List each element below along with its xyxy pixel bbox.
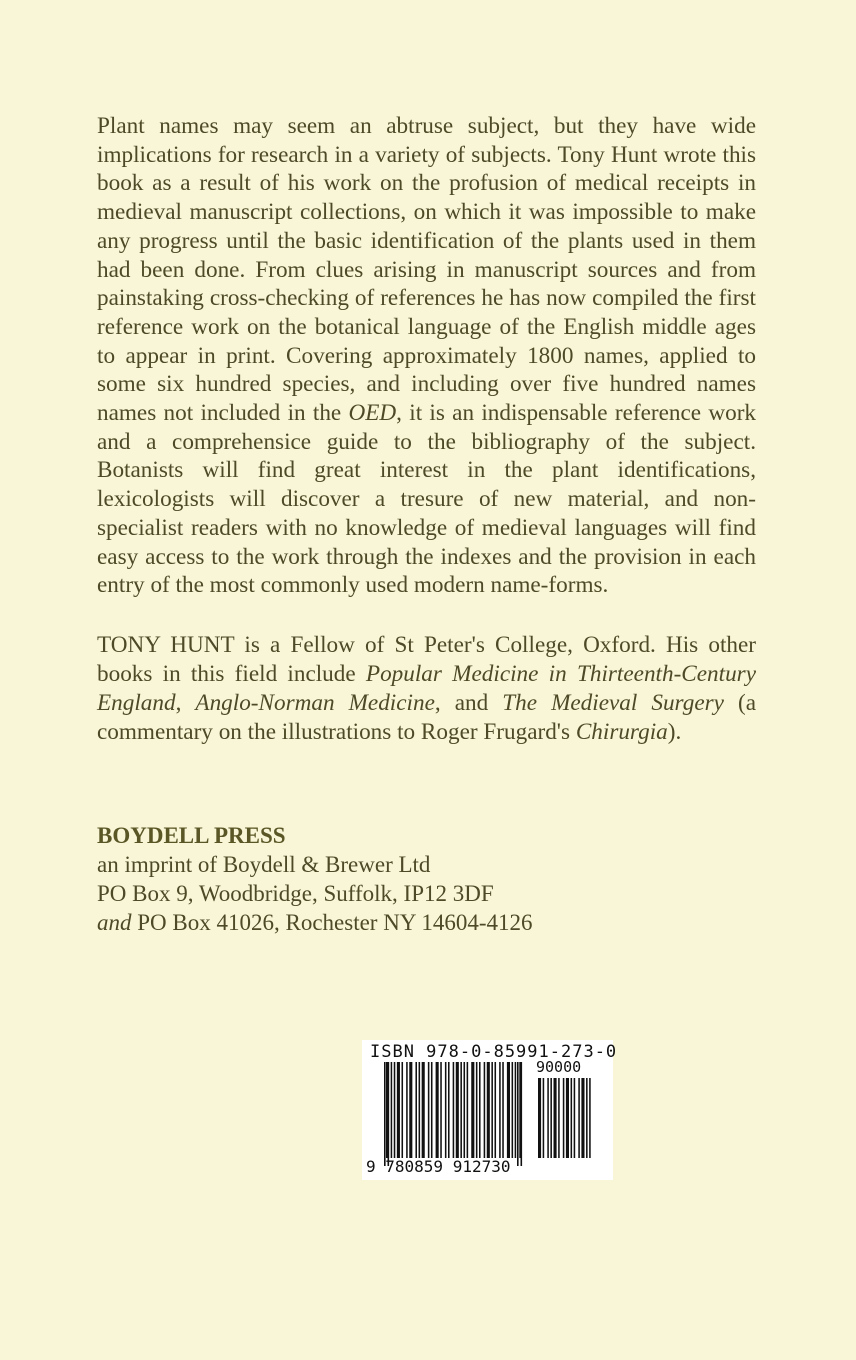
book-title-chirurgia: Chirurgia	[575, 718, 668, 745]
addon-bar-13	[589, 1078, 591, 1158]
barcode-bar-16	[453, 1062, 455, 1158]
book-description	[97, 112, 756, 600]
barcode-bar-14	[445, 1062, 447, 1158]
publisher-block	[97, 822, 617, 938]
barcode-digits: 9 780859 912730	[366, 1157, 511, 1176]
book-description-text-2: , it is an indispensable reference work and a comprehensice guide to the bibliography of the subject. Botanists will find great interest in the plant identifications, lexicologists will discover a tresure of new material, and non-specialist readers with no knowledge of medieval languages will find easy access to the work through the indexes and the provision in each entry of the most commonly used modern name-forms.	[97, 400, 757, 599]
isbn-label: ISBN 978-0-85991-273-0	[370, 1042, 618, 1062]
addon-bar-0	[538, 1078, 541, 1158]
addon-bar-9	[574, 1078, 576, 1158]
publisher-address-uk: PO Box 9, Woodbridge, Suffolk, IP12 3DF	[97, 880, 494, 906]
barcode-bar-11	[431, 1062, 433, 1158]
addon-bar-7	[566, 1078, 569, 1158]
addon-bar-2	[547, 1078, 549, 1158]
addon-bar-11	[581, 1078, 584, 1158]
barcode-bar-6	[409, 1062, 412, 1158]
barcode-price-code: 90000	[536, 1058, 582, 1076]
addon-bar-10	[578, 1078, 580, 1158]
addon-bar-6	[563, 1078, 565, 1158]
author-bio-separator-1: ,	[175, 689, 196, 716]
barcode-bar-20	[467, 1062, 469, 1158]
publisher-imprint-line: an imprint of Boydell & Brewer Ltd	[97, 851, 431, 877]
barcode-bar-12	[436, 1062, 439, 1158]
book-title-medieval-surgery: The Medieval Surgery	[502, 689, 724, 716]
book-title-popular-medicine: Popular Medicine in Thirteenth-Century England	[97, 660, 756, 716]
author-bio	[97, 631, 756, 747]
barcode-bar-22	[476, 1062, 478, 1158]
addon-bar-5	[558, 1078, 560, 1158]
barcode-bar-19	[464, 1062, 466, 1158]
barcode-bar-8	[419, 1062, 421, 1158]
barcode-guard-left	[384, 1062, 386, 1166]
barcode-bar-18	[460, 1062, 462, 1158]
barcode-bar-10	[428, 1062, 430, 1158]
barcode-bar-29	[502, 1062, 504, 1158]
barcode-guard-right-2	[521, 1062, 523, 1166]
publisher-name: BOYDELL PRESS	[97, 823, 286, 848]
book-title-anglo-norman-medicine: Anglo-Norman Medicine	[195, 689, 435, 716]
author-bio-separator-2: , and	[434, 689, 503, 716]
barcode-bar-28	[499, 1062, 501, 1158]
barcode-bar-25	[487, 1062, 490, 1158]
author-bio-text-1: TONY HUNT is a Fellow of St Peter's College, Oxford. His other books in this field include	[97, 632, 756, 687]
barcode-bar-27	[495, 1062, 497, 1158]
publisher-address-and: and	[97, 909, 132, 935]
barcode-bar-9	[422, 1062, 425, 1158]
barcode-bar-4	[402, 1062, 404, 1158]
barcode-guard-right	[517, 1062, 519, 1166]
author-bio-text-2: (a commentary on the illustrations to Roger Frugard's	[97, 689, 756, 745]
barcode-bar-7	[415, 1062, 417, 1158]
barcode-bar-24	[484, 1062, 486, 1158]
publisher-address-us	[97, 909, 617, 938]
barcode-bar-21	[471, 1062, 474, 1158]
publisher-address-us-text: PO Box 41026, Rochester NY 14604-4126	[131, 909, 533, 935]
barcode-bar-30	[507, 1062, 510, 1158]
barcode-guard-left-2	[388, 1062, 390, 1166]
oed-reference: OED	[348, 400, 397, 427]
barcode-bar-17	[456, 1062, 459, 1158]
barcode-bar-23	[479, 1062, 481, 1158]
barcode-bar-15	[448, 1062, 450, 1158]
addon-bar-8	[571, 1078, 573, 1158]
addon-bar-1	[543, 1078, 545, 1158]
barcode-bar-3	[397, 1062, 400, 1158]
addon-bar-4	[554, 1078, 557, 1158]
isbn-barcode	[362, 1040, 618, 1180]
barcode-bar-32	[515, 1062, 517, 1158]
barcode-bar-26	[491, 1062, 493, 1158]
barcode-bar-1	[391, 1062, 393, 1158]
barcode-bar-13	[440, 1062, 442, 1158]
barcode-bar-31	[512, 1062, 514, 1158]
barcode-bar-2	[394, 1062, 396, 1158]
addon-bar-3	[550, 1078, 552, 1158]
author-bio-text-3: ).	[667, 718, 682, 745]
addon-bar-12	[586, 1078, 588, 1158]
book-description-text-1: Plant names may seem an abtruse subject, but they have wide implications for research in a variety of subjects. Tony Hunt wrote this book as a result of his work on the profusion of medical receipts in medieval manuscript collections, on which it was impossible to make any progress until the basic identification of the plants used in them had been done. From clues arising in manuscript sources and from painstaking cross-checking of references he has now compiled the first reference work on the botanical language of the English middle ages to appear in print. Covering approximately 1800 names, applied to some six hundred species, and including over five hundred names names not included in the	[97, 113, 756, 427]
barcode-bar-5	[406, 1062, 408, 1158]
